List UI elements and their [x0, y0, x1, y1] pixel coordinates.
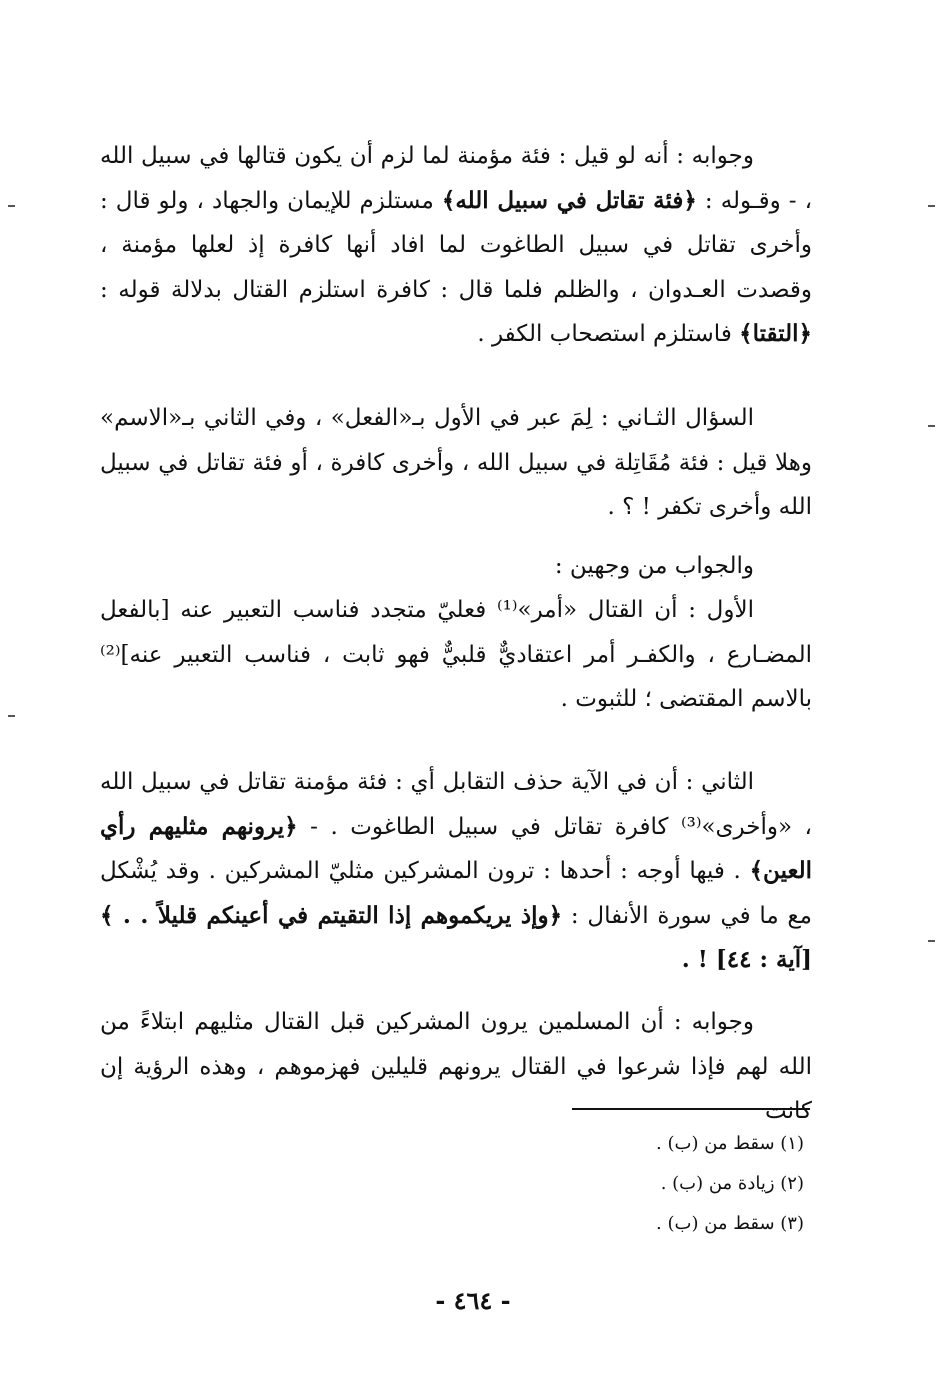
- margin-mark: [928, 425, 935, 427]
- margin-mark: [8, 715, 15, 717]
- page-number: - ٤٦٤ -: [435, 1286, 511, 1315]
- line: الله وأخرى تكفر ! ؟ .: [607, 494, 812, 520]
- line: -: [297, 813, 318, 840]
- footnotes: [100, 1124, 810, 1244]
- paragraph-3: [100, 544, 812, 589]
- paragraph-6: [100, 1000, 812, 1134]
- line: العـدوان ، والظلم فلما قال : كافرة استلزم القتال بدلالة قوله :: [100, 276, 726, 303]
- line: فاستلزم استصحاب الكفر .: [477, 321, 732, 347]
- line: الثاني : أن في الآية حذف التقابل أي : فئة مؤمنة تقاتل في سبيل الله ،: [100, 769, 812, 840]
- line: وجوابه : أن المسلمين يرون المشركين قبل القتال مثليهم ابتلاءً من الله: [100, 1009, 812, 1080]
- paragraph-5: [100, 760, 812, 983]
- paragraph-4: [100, 588, 812, 722]
- line: مستلزم للإيمان والجهاد ، ولو قال :: [100, 187, 442, 214]
- line: الأول : أن القتال «أمر»⁽¹⁾ فعليّ متجدد فناسب التعبير عنه [بالفعل: [100, 597, 755, 623]
- line: . فيها أوجه :: [620, 858, 750, 884]
- margin-mark: [928, 205, 935, 207]
- line: الأنفال :: [562, 902, 649, 929]
- footnote-3: (٣) سقط من (ب) .: [656, 1213, 804, 1234]
- line: وهلا قيل : فئة مُقَاتِلة في سبيل الله ، وأخرى كافرة ، أو فئة تقاتل في سبيل: [100, 449, 812, 476]
- verse-reference: [آية : ٤٤] ! .: [681, 946, 812, 973]
- line: المضـارع ، والكفـر أمر اعتقاديٌّ قلبيٌّ فهو ثابت ، فناسب التعبير عنه]⁽²⁾: [100, 641, 812, 668]
- line: بالاسم المقتضى ؛ للثبوت .: [560, 686, 812, 712]
- margin-mark: [8, 205, 15, 207]
- footnote-2: (٢) زيادة من (ب) .: [660, 1173, 804, 1194]
- line: والجواب من وجهين :: [554, 553, 754, 579]
- line: السؤال الثـاني : لِمَ عبر في الأول بـ«الفعل» ، وفي الثاني بـ«الاسم»: [100, 405, 754, 431]
- line: - وقـوله :: [696, 187, 797, 214]
- line: وأخرى تقاتل في سبيل الطاغوت لما افاد أنها كافرة إذ لعلها مؤمنة ، وقصدت: [100, 232, 812, 303]
- margin-mark: [928, 940, 935, 942]
- quran-quote: ﴿فئة تقاتل في سبيل الله﴾: [441, 186, 697, 214]
- line: لهم فإذا شرعوا في القتال يرونهم قليلين فهزموهم ، وهذه الرؤية إن كانت: [100, 1053, 812, 1124]
- line: وجوابه : أنه لو قيل : فئة مؤمنة لما لزم أن يكون قتالها في سبيل الله ،: [100, 143, 813, 214]
- footnote-separator: [572, 1108, 810, 1110]
- quran-quote: ﴿وإذ يريكموهم إذا التقيتم في أعينكم قليلاً . . ﴾: [100, 901, 563, 929]
- paragraph-2: [100, 396, 812, 530]
- line: أحدها : ترون المشركين مثليّ المشركين . وقد يُشْكل مع ما في سورة: [100, 858, 812, 929]
- paragraph-1: [100, 134, 812, 357]
- line: «وأخرى»⁽³⁾ كافرة تقاتل في سبيل الطاغوت .: [330, 813, 793, 840]
- footnote-1: (١) سقط من (ب) .: [656, 1133, 804, 1154]
- quran-quote: ﴿التقتا﴾: [739, 320, 812, 347]
- quran-quote: ﴿يرونهم مثليهم رأي العين﴾: [100, 812, 812, 884]
